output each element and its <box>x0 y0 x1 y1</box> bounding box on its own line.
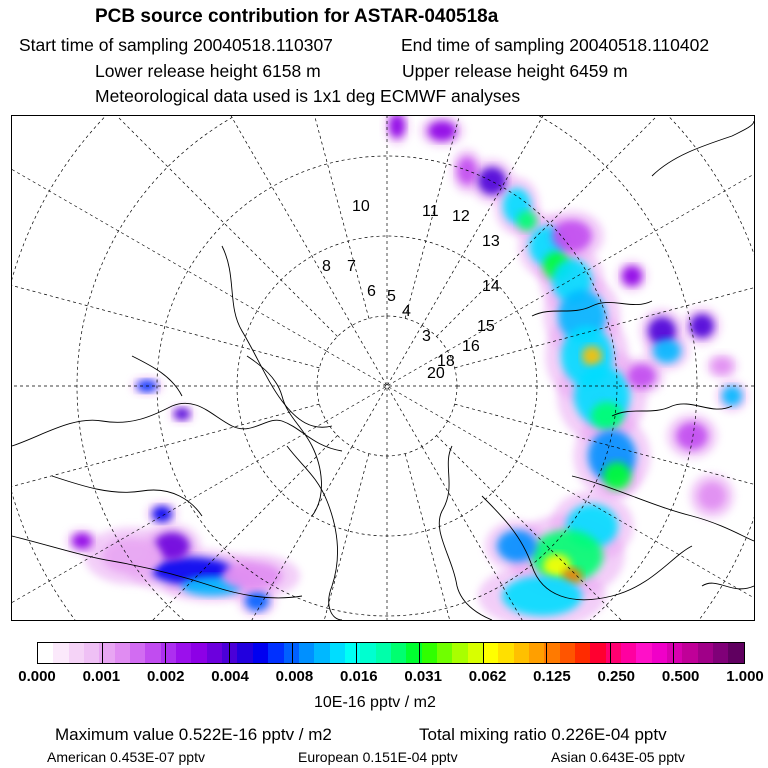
color-swatch <box>698 643 713 663</box>
color-swatch <box>176 643 191 663</box>
coastline-segment <box>52 476 202 516</box>
color-swatch <box>529 643 544 663</box>
plume-core <box>722 386 742 406</box>
color-swatch <box>636 643 651 663</box>
color-scale-tick-label: 1.000 <box>726 668 764 685</box>
meridian-line <box>154 116 369 318</box>
color-swatch <box>360 643 375 663</box>
color-scale-divider <box>610 643 611 663</box>
color-scale-tick-label: 0.016 <box>340 668 378 685</box>
trajectory-time-label: 20 <box>427 365 445 382</box>
plume-core <box>603 462 631 490</box>
color-swatch <box>560 643 575 663</box>
plume-core <box>676 422 708 450</box>
map-canvas <box>12 116 754 620</box>
color-swatch <box>498 643 513 663</box>
coastline-segment <box>287 446 342 620</box>
plume-core <box>174 408 190 420</box>
color-swatch <box>299 643 314 663</box>
plume-core <box>102 538 162 574</box>
plume-core <box>478 167 506 195</box>
color-scale-divider <box>229 643 230 663</box>
color-swatch <box>207 643 222 663</box>
polar-map <box>11 115 755 621</box>
plume-core <box>245 591 269 611</box>
color-swatch <box>682 643 697 663</box>
trajectory-time-label: 6 <box>367 283 376 300</box>
trajectory-time-label: 14 <box>482 278 500 295</box>
plume-core <box>502 576 582 616</box>
color-swatch <box>575 643 590 663</box>
color-scale-divider <box>419 643 420 663</box>
color-swatch <box>268 643 283 663</box>
coastline-segment <box>702 583 754 589</box>
color-swatch <box>422 643 437 663</box>
plume-core <box>690 314 714 338</box>
meridian-line <box>12 116 352 325</box>
meridian-line <box>12 153 319 368</box>
trajectory-time-label: 7 <box>347 258 356 275</box>
color-scale-tick-label: 0.001 <box>82 668 121 685</box>
start-time-label: Start time of sampling 20040518.110307 <box>19 35 333 55</box>
trajectory-time-label: 12 <box>452 208 470 225</box>
color-swatch <box>38 643 53 663</box>
color-swatch <box>391 643 406 663</box>
asian-contribution-label: Asian 0.643E-05 pptv <box>551 749 685 765</box>
lower-height-label: Lower release height 6158 m <box>95 61 321 81</box>
color-scale-divider <box>673 643 674 663</box>
color-scale-tick-label: 0.004 <box>211 668 249 685</box>
color-swatch <box>437 643 452 663</box>
plume-core <box>698 482 726 510</box>
color-swatch <box>667 643 682 663</box>
plume-core <box>497 530 537 562</box>
plume-core <box>622 266 642 286</box>
total-mixing-ratio-label: Total mixing ratio 0.226E-04 pptv <box>419 725 667 744</box>
trajectory-time-label: 5 <box>387 288 396 305</box>
trajectory-time-label: 15 <box>477 318 495 335</box>
plume-core <box>591 402 623 430</box>
color-scale-tick-label: 0.031 <box>404 668 442 685</box>
plume-core <box>628 364 656 388</box>
trajectory-time-label: 16 <box>462 338 480 355</box>
color-swatch <box>84 643 99 663</box>
color-swatch <box>376 643 391 663</box>
color-swatch <box>452 643 467 663</box>
trajectory-time-label: 8 <box>322 258 331 275</box>
upper-height-label: Upper release height 6459 m <box>402 61 628 81</box>
color-swatch <box>145 643 160 663</box>
color-scale-tick-label: 0.000 <box>18 668 56 685</box>
color-swatch <box>253 643 268 663</box>
color-scale-tick-label: 0.062 <box>468 668 507 685</box>
color-scale-tick-label: 0.008 <box>275 668 314 685</box>
meridian-line <box>12 116 338 337</box>
plume-core <box>457 157 477 185</box>
color-scale-tick-label: 0.500 <box>661 668 700 685</box>
concentration-plume <box>66 116 748 620</box>
trajectory-time-label: 18 <box>437 353 455 370</box>
color-swatch <box>606 643 621 663</box>
color-swatch <box>652 643 667 663</box>
color-swatch <box>330 643 345 663</box>
color-swatch <box>483 643 498 663</box>
map-title: PCB source contribution for ASTAR-040518a <box>95 6 499 27</box>
color-scale-divider <box>292 643 293 663</box>
color-swatch <box>130 643 145 663</box>
plume-core <box>428 121 456 141</box>
color-swatch <box>590 643 605 663</box>
trajectory-time-label: 13 <box>482 233 500 250</box>
color-swatch <box>345 643 360 663</box>
color-scale-divider <box>546 643 547 663</box>
color-swatch <box>69 643 84 663</box>
color-swatch <box>468 643 483 663</box>
color-swatch <box>191 643 206 663</box>
end-time-label: End time of sampling 20040518.110402 <box>401 35 710 55</box>
color-scale-tick-label: 0.002 <box>146 668 185 685</box>
plume-core <box>582 346 602 366</box>
european-contribution-label: European 0.151E-04 pptv <box>298 749 458 765</box>
trajectory-time-label: 4 <box>402 303 411 320</box>
color-scale-divider <box>483 643 484 663</box>
plume-core <box>517 211 537 231</box>
color-swatch <box>237 643 252 663</box>
coastline-segment <box>222 246 332 427</box>
meridian-line <box>12 116 326 351</box>
plume-core <box>152 506 172 522</box>
color-scale-divider <box>356 643 357 663</box>
american-contribution-label: American 0.453E-07 pptv <box>47 749 205 765</box>
color-swatch <box>314 643 329 663</box>
color-swatch <box>621 643 636 663</box>
plume-core <box>72 533 92 549</box>
trajectory-time-label: 10 <box>352 198 370 215</box>
plume-core <box>712 358 732 374</box>
color-swatch <box>161 643 176 663</box>
color-scale-divider <box>165 643 166 663</box>
met-data-label: Meteorological data used is 1x1 deg ECMWF analyses <box>95 86 521 106</box>
color-swatch <box>713 643 728 663</box>
plume-core <box>552 220 592 252</box>
trajectory-time-label: 11 <box>422 203 439 220</box>
color-swatch <box>115 643 130 663</box>
color-swatch <box>728 643 743 663</box>
plume-core <box>653 339 681 363</box>
maximum-value-label: Maximum value 0.522E-16 pptv / m2 <box>55 725 332 744</box>
color-swatch <box>53 643 68 663</box>
color-scale-tick-label: 0.250 <box>597 668 636 685</box>
color-scale-bar <box>37 642 745 664</box>
trajectory-time-label: 3 <box>422 328 431 345</box>
coastline-segment <box>652 121 754 176</box>
color-swatch <box>514 643 529 663</box>
trajectory-labels <box>322 198 500 382</box>
color-scale-divider <box>102 643 103 663</box>
coastline-segment <box>247 356 321 516</box>
color-swatch <box>222 643 237 663</box>
color-scale-tick-label: 0.125 <box>533 668 571 685</box>
color-scale-unit: 10E-16 pptv / m2 <box>314 694 436 711</box>
